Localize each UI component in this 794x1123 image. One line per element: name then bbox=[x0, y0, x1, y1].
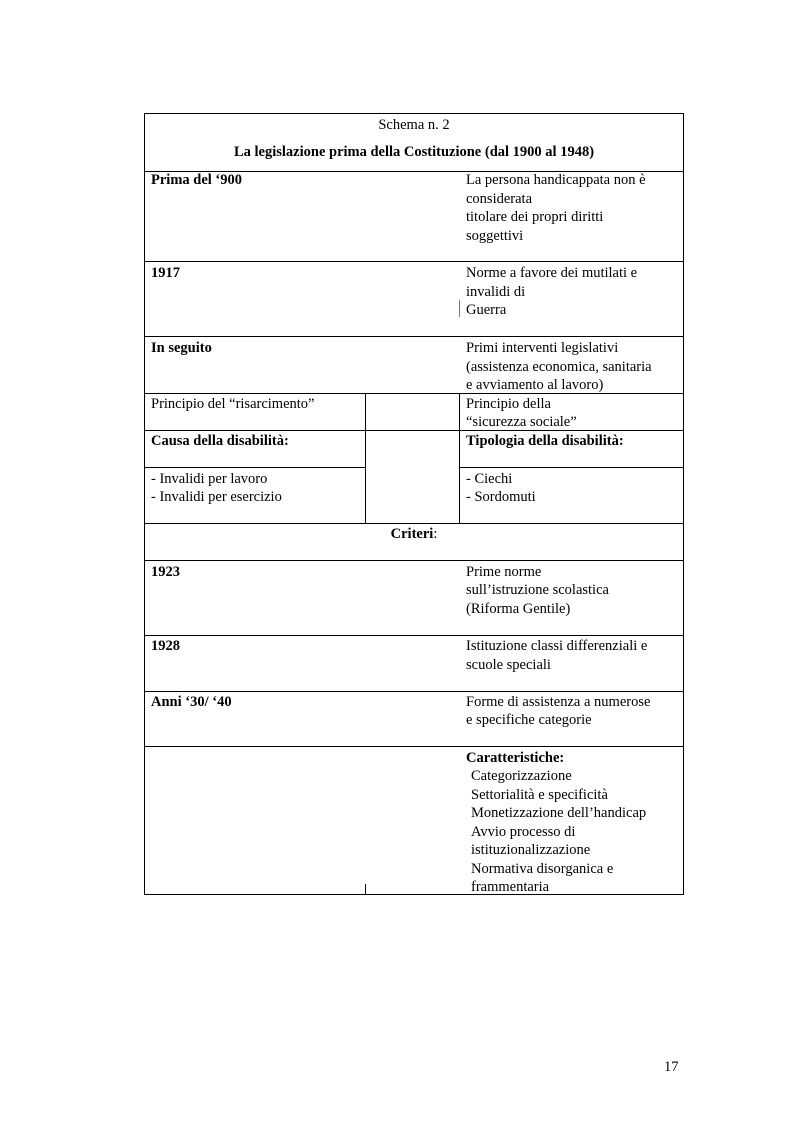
row-divider bbox=[144, 691, 684, 692]
row-divider bbox=[144, 261, 684, 262]
row-divider bbox=[459, 467, 684, 468]
text-line: sull’istruzione scolastica bbox=[466, 582, 609, 598]
row-label-1928: 1928 bbox=[151, 638, 180, 654]
tipologia-disabilita-heading: Tipologia della disabilità: bbox=[466, 433, 624, 449]
text-line: Forme di assistenza a numerose bbox=[466, 694, 651, 710]
text-line: Istituzione classi differenziali e bbox=[466, 638, 648, 654]
column-divider bbox=[459, 393, 460, 523]
list-item: - Invalidi per lavoro bbox=[151, 471, 268, 487]
row-label-in-seguito: In seguito bbox=[151, 340, 212, 356]
criteri-colon: : bbox=[433, 526, 438, 542]
list-item: Normativa disorganica e bbox=[471, 860, 614, 877]
row-divider bbox=[144, 336, 684, 337]
text-line: soggettivi bbox=[466, 227, 524, 244]
list-item: istituzionalizzazione bbox=[471, 842, 591, 858]
schema-label: Schema n. 2 bbox=[378, 117, 450, 133]
row-divider bbox=[144, 467, 365, 468]
column-divider bbox=[365, 884, 366, 895]
list-item: - Ciechi bbox=[466, 471, 513, 487]
text-line: (Riforma Gentile) bbox=[466, 600, 571, 617]
list-item: Settorialità e specificità bbox=[471, 786, 608, 803]
text-line: Primi interventi legislativi bbox=[466, 340, 619, 356]
text-line: “sicurezza sociale” bbox=[466, 414, 577, 430]
text-line: invalidi di bbox=[466, 283, 526, 300]
caratteristiche-heading: Caratteristiche: bbox=[466, 750, 565, 766]
row-label-1923: 1923 bbox=[151, 564, 180, 580]
list-item: - Invalidi per esercizio bbox=[151, 489, 282, 505]
list-item: frammentaria bbox=[471, 879, 550, 895]
row-divider bbox=[144, 560, 684, 561]
text-line: (assistenza economica, sanitaria bbox=[466, 358, 652, 375]
table-border-right bbox=[683, 113, 684, 895]
table-border-top bbox=[144, 113, 684, 114]
text-line: e specifiche categorie bbox=[466, 712, 592, 728]
row-divider bbox=[144, 746, 684, 747]
principio-risarcimento: Principio del “risarcimento” bbox=[151, 396, 315, 412]
list-item: Avvio processo di bbox=[471, 823, 576, 840]
text-line: e avviamento al lavoro) bbox=[466, 377, 604, 393]
list-item: Monetizzazione dell’handicap bbox=[471, 805, 647, 821]
criteri-heading bbox=[144, 525, 684, 544]
schema-title: La legislazione prima della Costituzione (dal 1900 al 1948) bbox=[233, 144, 595, 160]
text-line: Principio della bbox=[466, 396, 551, 412]
text-line: considerata bbox=[466, 190, 533, 207]
column-divider bbox=[365, 393, 366, 523]
text-line: titolare dei propri diritti bbox=[466, 209, 604, 225]
text-line: scuole speciali bbox=[466, 657, 551, 673]
list-item: - Sordomuti bbox=[466, 489, 536, 505]
text-cursor-mark bbox=[459, 300, 460, 317]
row-divider bbox=[144, 635, 684, 636]
table-border-left bbox=[144, 113, 145, 895]
list-item: Categorizzazione bbox=[471, 768, 572, 784]
text-line: La persona handicappata non è bbox=[466, 172, 646, 188]
row-label-anni-30-40: Anni ‘30/ ‘40 bbox=[151, 694, 232, 710]
row-divider bbox=[144, 523, 684, 524]
text-line: Norme a favore dei mutilati e bbox=[466, 265, 638, 281]
text-line: Guerra bbox=[466, 302, 507, 318]
page-number: 17 bbox=[664, 1059, 679, 1075]
criteri-label: Criteri bbox=[390, 526, 434, 542]
row-divider bbox=[144, 430, 684, 431]
causa-disabilita-heading: Causa della disabilità: bbox=[151, 433, 289, 449]
row-label-1917: 1917 bbox=[151, 265, 180, 281]
text-line: Prime norme bbox=[466, 564, 542, 580]
table-border-bottom bbox=[144, 894, 684, 895]
row-label-prima-900: Prima del ‘900 bbox=[151, 172, 243, 188]
